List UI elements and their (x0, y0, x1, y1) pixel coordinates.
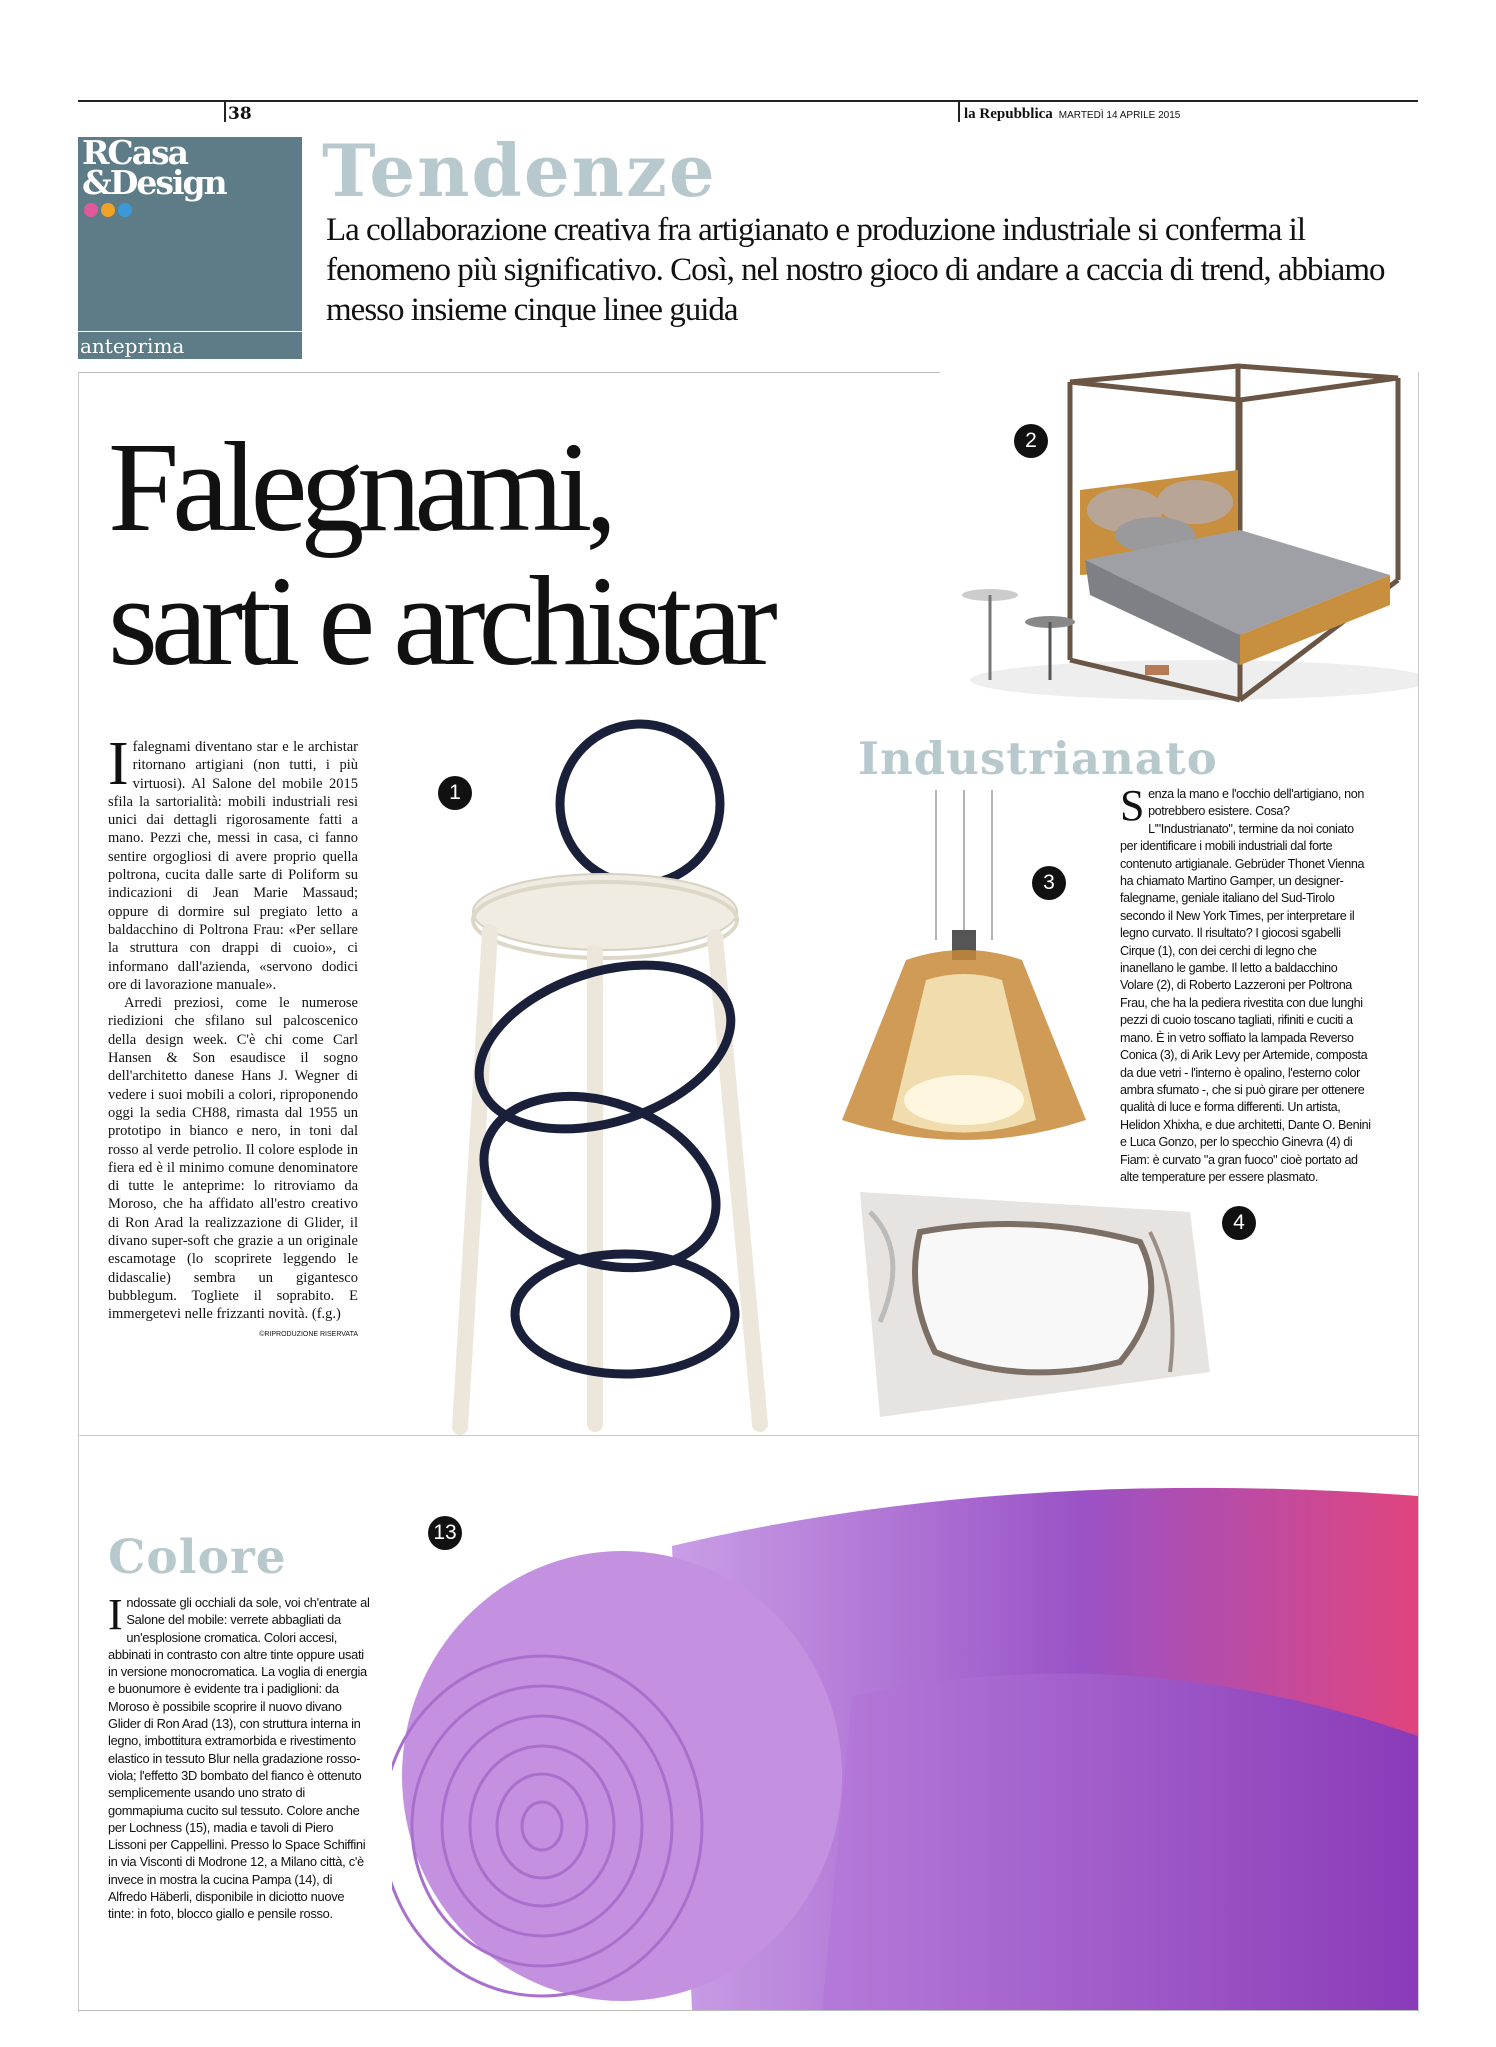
masthead (964, 106, 1180, 123)
article-headline (108, 416, 771, 692)
headline-line2: sarti e archistar (108, 550, 771, 692)
article-body (108, 730, 358, 1344)
bed-photo (940, 360, 1418, 710)
badge-label: anteprima (80, 334, 185, 358)
sofa-photo (392, 1436, 1418, 2010)
stool-photo (420, 712, 820, 1437)
label-1-badge: 1 (438, 776, 472, 810)
label-13-badge: 13 (428, 1516, 462, 1550)
right-margin-rule (1418, 372, 1419, 2012)
headline-line1: Falegnami, (108, 416, 611, 558)
footer-rule (78, 2010, 1418, 2011)
pink-dot-icon (84, 203, 98, 217)
orange-dot-icon (101, 203, 115, 217)
header-rule (78, 100, 1418, 102)
mirror-photo (850, 1172, 1216, 1422)
section-title: Tendenze (322, 128, 717, 213)
issue-date: MARTEDÌ 14 APRILE 2015 (1058, 110, 1181, 121)
lamp-photo (836, 790, 1090, 1170)
industrianato-title: Industrianato (858, 732, 1218, 785)
section-intro: La collaborazione creativa fra artigianato e produzione industriale si conferma il fenomeno più significativo. Così, nel nostro gioco di andare a caccia di trend, abbiamo messo insieme cinque linee guida (326, 212, 1385, 328)
left-margin-rule (78, 372, 79, 2012)
industrianato-dropcap: S (1120, 781, 1145, 830)
label-3-badge: 3 (1032, 866, 1066, 900)
copyright-note: ©RIPRODUZIONE RISERVATA (259, 1330, 358, 1338)
label-4-badge: 4 (1222, 1206, 1256, 1240)
label-2-badge: 2 (1014, 424, 1048, 458)
colore-dropcap: I (108, 1590, 123, 1639)
colore-title: Colore (108, 1530, 287, 1585)
article-para1-text: falegnami diventano star e le archistar ritornano artigiani (non tutti, i più virtuosi). Al Salone del mobile 2015 sfila la sartorialità: mobili industriali resi unici dai dettagli rigorosamente fatti a mano. Pezzi che, messi in casa, ci fanno sentire orgogliosi di avere proprio quella poltrona, cucita dalle sarte di Poliform su indicazioni di Jean Marie Massaud; oppure di dormire sul pregiato letto a baldacchino di Poltrona Frau: «Per sellare la struttura con drappi di cuoio», ci informano dall'azienda, «servono dodici ore di lavorazione manuale». (108, 739, 358, 993)
page-number-divider (224, 100, 226, 122)
article-paragraph-2: Arredi preziosi, come le numerose riedizioni che sfilano sul palcoscenico della design week. C'è chi come Carl Hansen & Son esaudisce il sogno dell'architetto danese Hans J. Wegner di vedere i suoi mobili a colori, riproponendo oggi la sedia CH88, rimasta dal 1955 un prototipo in bianco e nero, in toni dal rosso al verde petrolio. Il colore esplode in fiera ed è il minimo comune denominatore di tutte le anteprime: lo ritroviamo da Moroso, che ha affidato all'estro creativo di Ron Arad la realizzazione di Glider, il divano super-soft che grazie a un originale escamotage (lo scoprirete leggendo le didascalie) sembra un gigantesco bubblegum. Togliete il soprabito. E immergetevi nelle frizzanti novità. (f.g.) (108, 995, 358, 1323)
article-paragraph-1 (108, 730, 358, 994)
colore-text (108, 1590, 370, 1923)
newspaper-name: la Repubblica (964, 106, 1053, 122)
badge-line1: RCasa (82, 133, 188, 172)
section-badge-logo (82, 133, 226, 202)
blue-dot-icon (118, 203, 132, 217)
badge-line2: &Design (82, 163, 226, 202)
colore-body: ndossate gli occhiali da sole, voi ch'entrate al Salone del mobile: verrete abbagliati da un'esplosione cromatica. Colori accesi, abbinati in contrasto con altre tinte oppure usati in versione monocromatica. La voglia di energia e buonumore è evidente tra i padiglioni: da Moroso è possibile scoprire il nuovo divano Glider di Ron Arad (13), con struttura interna in legno, imbottitura extramorbida e rivestimento elastico in tessuto Blur nella gradazione rosso-viola; l'effetto 3D bombato del fianco è ottenuto semplicemente usando uno strato di gommapiuma cucito sul tessuto. Colore anche per Lochness (15), madia e tavoli di Piero Lissoni per Cappellini. Presso lo Space Schiffini in via Visconti di Modrone 12, a Milano città, c'è invece in mostra la cucina Pampa (14), di Alfredo Häberli, disponibile in diciotto nuove tinte: in foto, blocco giallo e pensile rosso. (108, 1595, 370, 1922)
industrianato-body: enza la mano e l'occhio dell'artigiano, non potrebbero esistere. Cosa? L'"Industrianato", termine da noi coniato per identificare i mobili industriali dal forte contenuto artigianale. Gebrüder Thonet Vienna ha chiamato Martino Gamper, un designer-falegname, geniale italiano del Sud-Tirolo secondo il New York Times, per interpretare il legno curvato. Il risultato? I giocosi sgabelli Cirque (1), con dei cerchi di legno che inanellano le gambe. Il letto a baldacchino Volare (2), di Roberto Lazzeroni per Poltrona Frau, che ha la pediera rivestita con due lunghi pezzi di cuoio toscano tagliati, rifiniti e cuciti a mano. È in vetro soffiato la lampada Reverso Conica (3), di Arik Levy per Artemide, composta da due vetri - l'interno è opalino, l'esterno color ambra sfumato -, che si può girare per ottenere qualità di luce e forma differenti. Un artista, Helidon Xhixha, e due architetti, Dante O. Benini e Luca Gonzo, per lo specchio Ginevra (4) di Fiam: è curvato "a gran fuoco" cioè portato ad alte temperature per essere plasmato. (1120, 787, 1371, 1184)
page-number: 38 (228, 104, 252, 124)
article-dropcap: I (108, 730, 129, 798)
masthead-divider (958, 100, 960, 122)
industrianato-text (1120, 781, 1372, 1186)
badge-divider (78, 331, 302, 332)
